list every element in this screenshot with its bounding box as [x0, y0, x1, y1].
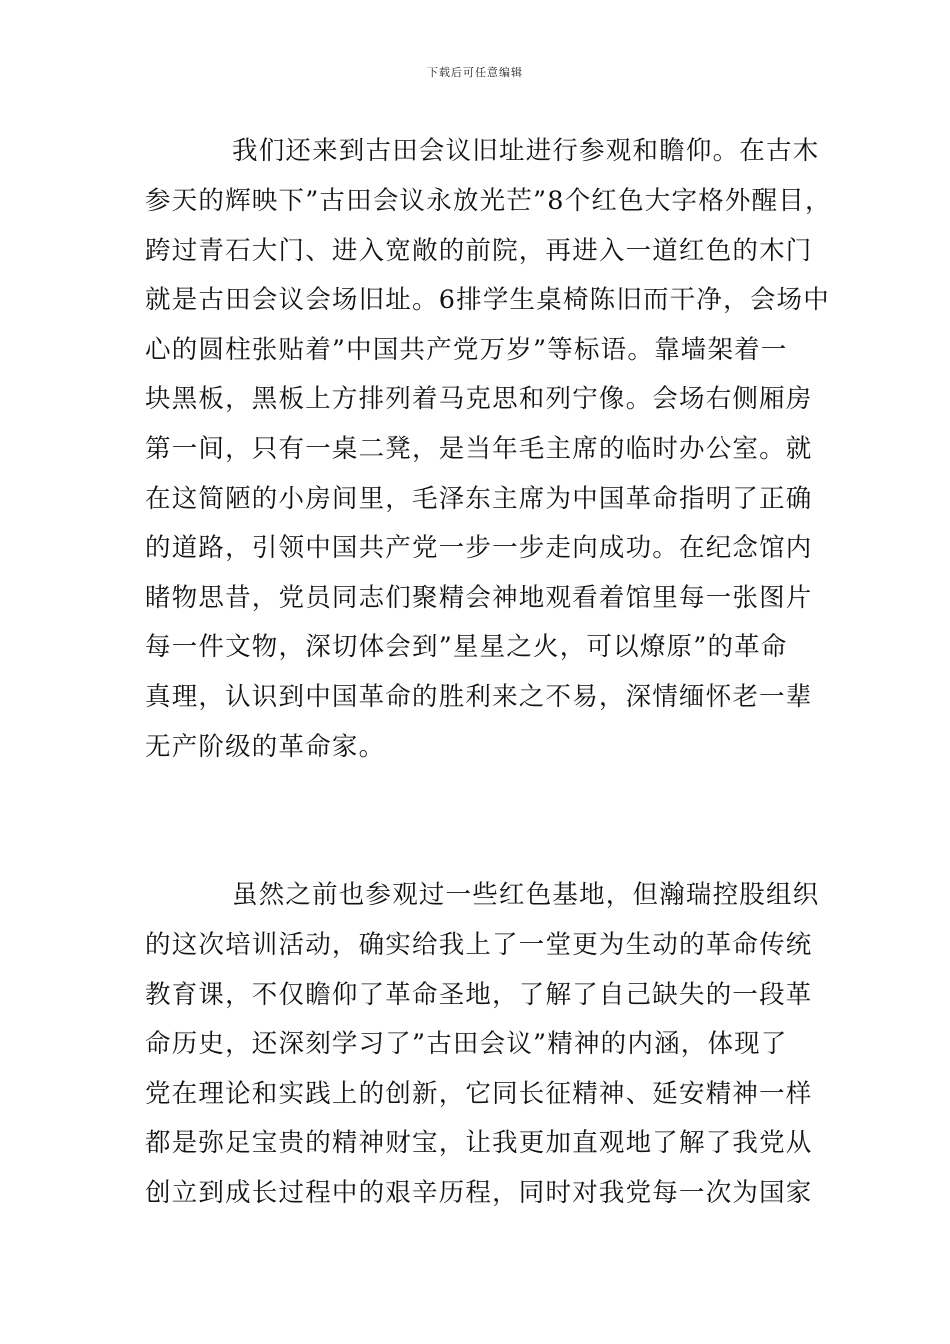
- paragraph-line: 在这简陋的小房间里，毛泽东主席为中国革命指明了正确: [145, 484, 813, 514]
- paragraph-line: 就是古田会议会场旧址。6排学生桌椅陈旧而干净，会场中: [145, 285, 830, 315]
- paragraph-line: 的这次培训活动，确实给我上了一堂更为生动的革命传统: [145, 930, 813, 960]
- paragraph-line: 跨过青石大门、进入宽敞的前院，再进入一道红色的木门: [145, 236, 813, 266]
- paragraph-line: 每一件文物，深切体会到”星星之火，可以燎原”的革命: [145, 632, 788, 662]
- paragraph-line: 我们还来到古田会议旧址进行参观和瞻仰。在古木: [232, 136, 820, 166]
- paragraph-line: 教育课，不仅瞻仰了革命圣地，了解了自己缺失的一段革: [145, 980, 813, 1010]
- paragraph-line: 心的圆柱张贴着”中国共产党万岁”等标语。靠墙架着一: [145, 335, 788, 365]
- paragraph-line: 都是弥足宝贵的精神财宝，让我更加直观地了解了我党从: [145, 1128, 813, 1158]
- paragraph-line: 党在理论和实践上的创新，它同长征精神、延安精神一样: [145, 1079, 813, 1109]
- paragraph-line: 块黑板，黑板上方排列着马克思和列宁像。会场右侧厢房: [145, 384, 813, 414]
- paragraph-line: 虽然之前也参观过一些红色基地，但瀚瑞控股组织: [232, 880, 820, 910]
- paragraph-line: 睹物思昔，党员同志们聚精会神地观看着馆里每一张图片: [145, 583, 813, 613]
- paragraph-line: 第一间，只有一桌二凳，是当年毛主席的临时办公室。就: [145, 434, 813, 464]
- paragraph-line: 真理，认识到中国革命的胜利来之不易，深情缅怀老一辈: [145, 682, 813, 712]
- header-note: 下载后可任意编辑: [427, 66, 523, 79]
- paragraph-line: 参天的辉映下”古田会议永放光芒”8个红色大字格外醒目，: [145, 186, 832, 216]
- paragraph-line: 命历史，还深刻学习了”古田会议”精神的内涵，体现了: [145, 1029, 788, 1059]
- paragraph-line: 的道路，引领中国共产党一步一步走向成功。在纪念馆内: [145, 533, 813, 563]
- paragraph-line: 无产阶级的革命家。: [145, 732, 386, 762]
- paragraph-line: 创立到成长过程中的艰辛历程，同时对我党每一次为国家: [145, 1178, 813, 1208]
